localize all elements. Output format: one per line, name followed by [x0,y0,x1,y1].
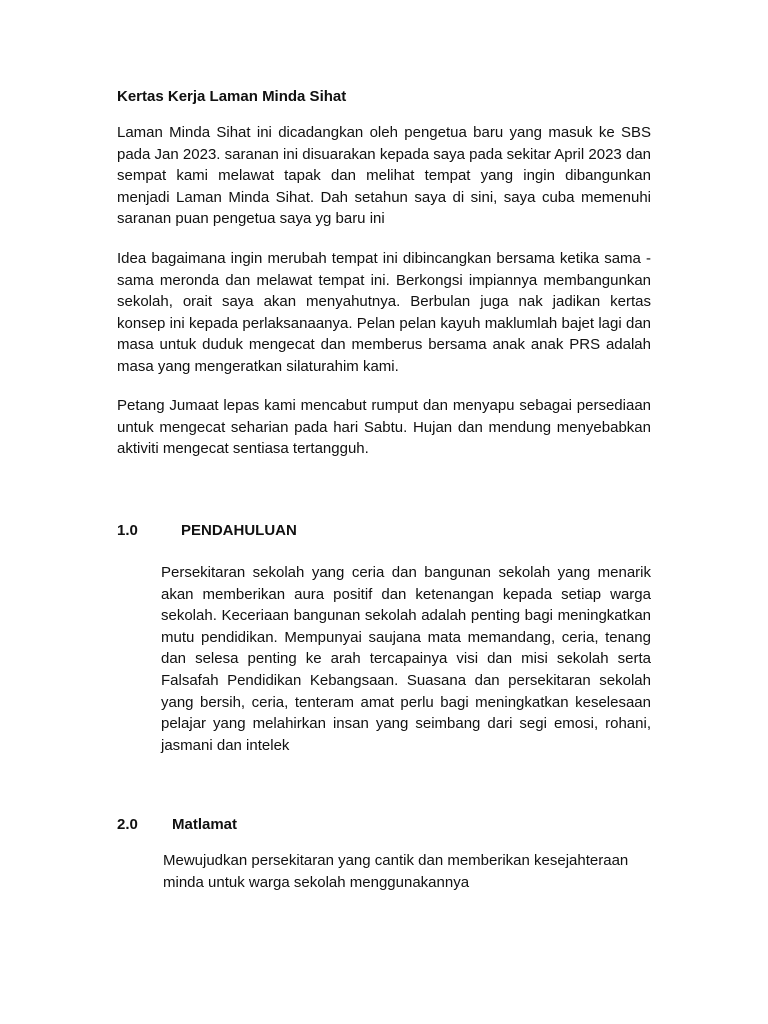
intro-paragraph-2: Idea bagaimana ingin merubah tempat ini dibincangkan bersama ketika sama -sama meronda dan melawat tempat ini. Berkongsi impiannya membangunkan sekolah, orait saya akan menyahutnya. Berbulan juga nak jadikan kertas konsep ini kepada perlaksanaanya. Pelan pelan kayuh maklumlah bajet lagi dan masa untuk duduk mengecat dan memberus bersama anak anak PRS adalah masa yang mengeratkan silaturahim kami. [117,250,651,375]
document-title: Kertas Kerja Laman Minda Sihat [117,88,347,105]
intro-paragraph-3: Petang Jumaat lepas kami mencabut rumput dan menyapu sebagai persediaan untuk mengecat seharian pada hari Sabtu. Hujan dan mendung menyebabkan aktiviti mengecat sentiasa tertangguh. [117,397,651,458]
intro-paragraph-1: Laman Minda Sihat ini dicadangkan oleh pengetua baru yang masuk ke SBS pada Jan 2023. saranan ini disuarakan kepada saya pada sekitar April 2023 dan sempat kami melawat tapak dan melihat tempat yang ingin dibangunkan menjadi Laman Minda Sihat. Dah setahun saya di sini, saya cuba memenuhi saranan puan pengetua saya yg baru ini [117,124,651,228]
section-1-heading: PENDAHULUAN [181,522,297,539]
section-2-heading: Matlamat [172,816,238,833]
section-1-body: Persekitaran sekolah yang ceria dan bangunan sekolah yang menarik akan memberikan aura positif dan ketenangan kepada setiap warga sekolah. Keceriaan bangunan sekolah adalah penting bagi meningkatkan mutu pendidikan. Mempunyai saujana mata memandang, ceria, tenang dan selesa penting ke arah tercapainya visi dan misi sekolah serta Falsafah Pendidikan Kebangsaan. Suasana dan persekitaran sekolah yang bersih, ceria, tenteram amat perlu bagi meningkatkan keselesaan pelajar yang melahirkan insan yang seimbang dari segi emosi, rohani, jasmani dan intelek [161,564,651,754]
section-2-body: Mewujudkan persekitaran yang cantik dan memberikan kesejahteraan minda untuk warga sekolah menggunakannya [163,852,629,891]
section-2-number: 2.0 [117,816,138,833]
section-1-number: 1.0 [117,522,138,539]
